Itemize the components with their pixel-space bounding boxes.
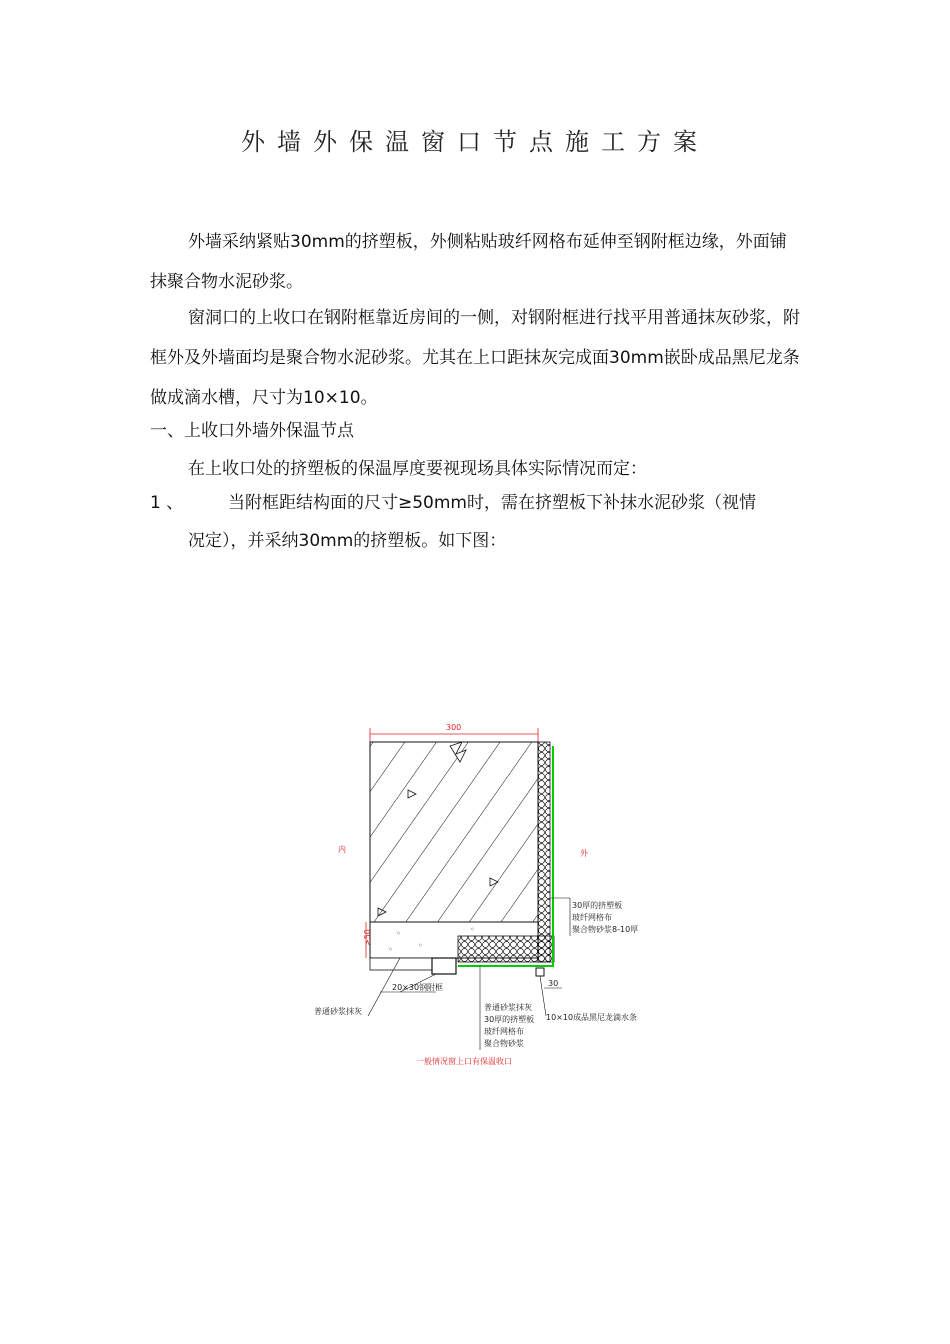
svg-text:◦: ◦ <box>388 945 393 954</box>
list-item-text: 当附框距结构面的尺寸≥50mm时，需在挤塑板下补抹水泥砂浆（视情 <box>228 493 756 513</box>
concrete-wall <box>370 742 538 922</box>
window-detail-figure <box>300 710 660 1090</box>
callout-center-4: 聚合物砂浆 <box>484 1039 524 1048</box>
section-intro: 在上收口处的挤塑板的保温厚度要视现场具体实际情况而定： <box>188 459 647 479</box>
xps-board-exterior <box>538 742 550 962</box>
callout-drip: 10×10成品黑尼龙滴水条 <box>546 1013 638 1022</box>
drip-strip <box>536 968 544 976</box>
callout-center-3: 玻纤网格布 <box>484 1027 524 1036</box>
top-dimension <box>370 723 538 742</box>
list-item-continuation: 况定），并采纳30mm的挤塑板。如下图： <box>188 531 507 551</box>
svg-text:◦: ◦ <box>470 925 475 934</box>
section-heading: 一、上收口外墙外保温节点 <box>150 421 354 441</box>
dim-bottom-label: 30 <box>548 979 559 988</box>
list-item-number: 1 、 <box>150 493 184 513</box>
callout-center-2: 30厚的挤塑板 <box>484 1015 535 1024</box>
svg-text:◦: ◦ <box>396 929 401 938</box>
paragraph-2: 窗洞口的上收口在钢附框靠近房间的一侧，对钢附框进行找平用普通抹灰砂浆，附框外及外墙面均是聚合物水泥砂浆。尤其在上口距抹灰完成面30mm嵌卧成品黑尼龙条做成滴水槽，尺寸为10×10。 <box>150 308 800 408</box>
figure-caption: 一般情况窗上口有保温收口 <box>416 1057 512 1066</box>
svg-text:◦: ◦ <box>418 941 423 950</box>
callout-frame: 20×30钢附框 <box>392 983 444 992</box>
steel-frame <box>432 958 456 974</box>
paragraph-1: 外墙采纳紧贴30mm的挤塑板，外侧粘贴玻纤网格布延伸至钢附框边缘，外面铺抹聚合物水泥砂浆。 <box>150 232 787 292</box>
callout-right-2: 玻纤网格布 <box>572 913 612 922</box>
page-title: 外墙外保温窗口节点施工方案 <box>241 128 709 156</box>
callout-center-1: 普通砂浆抹灰 <box>484 1003 532 1012</box>
dim-top-label: 300 <box>446 723 462 732</box>
dim-left-label: >50 <box>363 929 372 946</box>
label-outside: 外 <box>580 849 588 858</box>
label-inside: 内 <box>338 845 346 854</box>
callout-right-1: 30厚的挤塑板 <box>572 901 623 910</box>
callout-right-3: 聚合物砂浆8-10厚 <box>572 925 639 934</box>
callout-plaster: 普通砂浆抹灰 <box>314 1007 362 1016</box>
